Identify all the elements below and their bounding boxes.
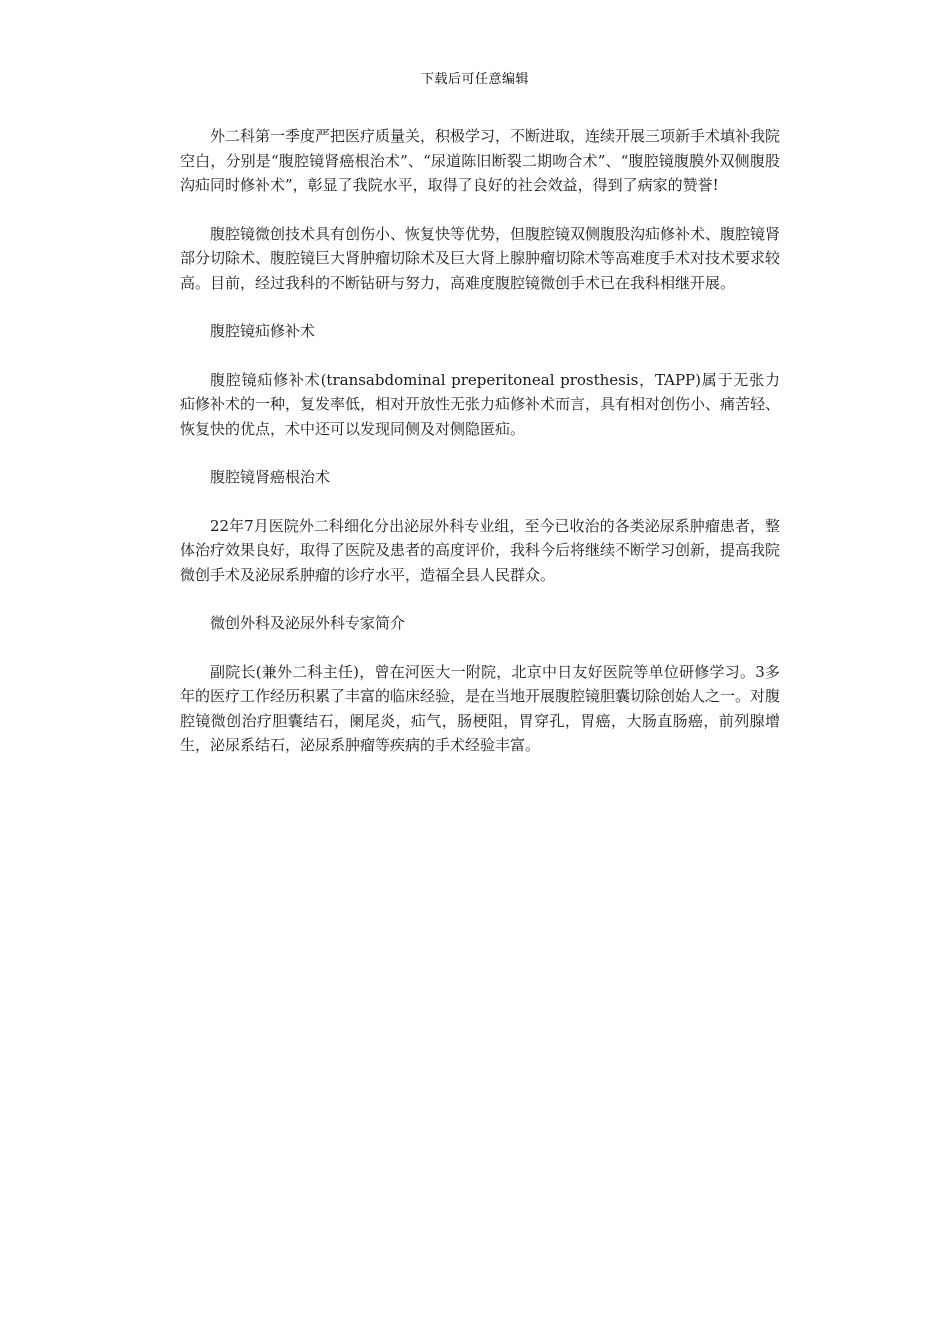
paragraph-expert-bio: 副院长(兼外二科主任)，曾在河医大一附院，北京中日友好医院等单位研修学习。3多年的医疗工作经历积累了丰富的临床经验，是在当地开展腹腔镜胆囊切除创始人之一。对腹腔镜微创治疗胆囊结石，阑尾炎，疝气，肠梗阻，胃穿孔，胃癌，大肠直肠癌，前列腺增生，泌尿系结石，泌尿系肿瘤等疾病的手术经验丰富。 [180,662,781,754]
document-body [180,124,780,782]
section-heading-nephrectomy: 腹腔镜肾癌根治术 [210,468,331,486]
section-heading-hernia-repair: 腹腔镜疝修补术 [210,322,316,340]
paragraph-laparoscopic-advantages: 腹腔镜微创技术具有创伤小、恢复快等优势，但腹腔镜双侧腹股沟疝修补术、腹腔镜肾部分切除术、腹腔镜巨大肾肿瘤切除术及巨大肾上腺肿瘤切除术等高难度手术对技术要求较高。目前，经过我科的不断钻研与努力，高难度腹腔镜微创手术已在我科相继开展。 [180,224,781,292]
paragraph-new-surgeries: 外二科第一季度严把医疗质量关，积极学习，不断进取，连续开展三项新手术填补我院空白，分别是“腹腔镜肾癌根治术”、“尿道陈旧断裂二期吻合术”、“腹腔镜腹膜外双侧腹股沟疝同时修补术”，彰显了我院水平，取得了良好的社会效益，得到了病家的赞誉! [180,127,781,194]
page-header: 下载后可任意编辑 [420,72,529,87]
section-heading-expert-intro: 微创外科及泌尿外科专家简介 [210,614,406,632]
paragraph-hernia-repair: 腹腔镜疝修补术(transabdominal preperitoneal prosthesis，TAPP)属于无张力疝修补术的一种，复发率低，相对开放性无张力疝修补术而言，具有相对创伤小、痛苦轻、恢复快的优点，术中还可以发现同侧及对侧隐匿疝。 [180,370,781,438]
paragraph-urology-group: 22年7月医院外二科细化分出泌尿外科专业组，至今已收治的各类泌尿系肿瘤患者，整体治疗效果良好，取得了医院及患者的高度评价，我科今后将继续不断学习创新，提高我院微创手术及泌尿系肿瘤的诊疗水平，造福全县人民群众。 [180,516,781,584]
